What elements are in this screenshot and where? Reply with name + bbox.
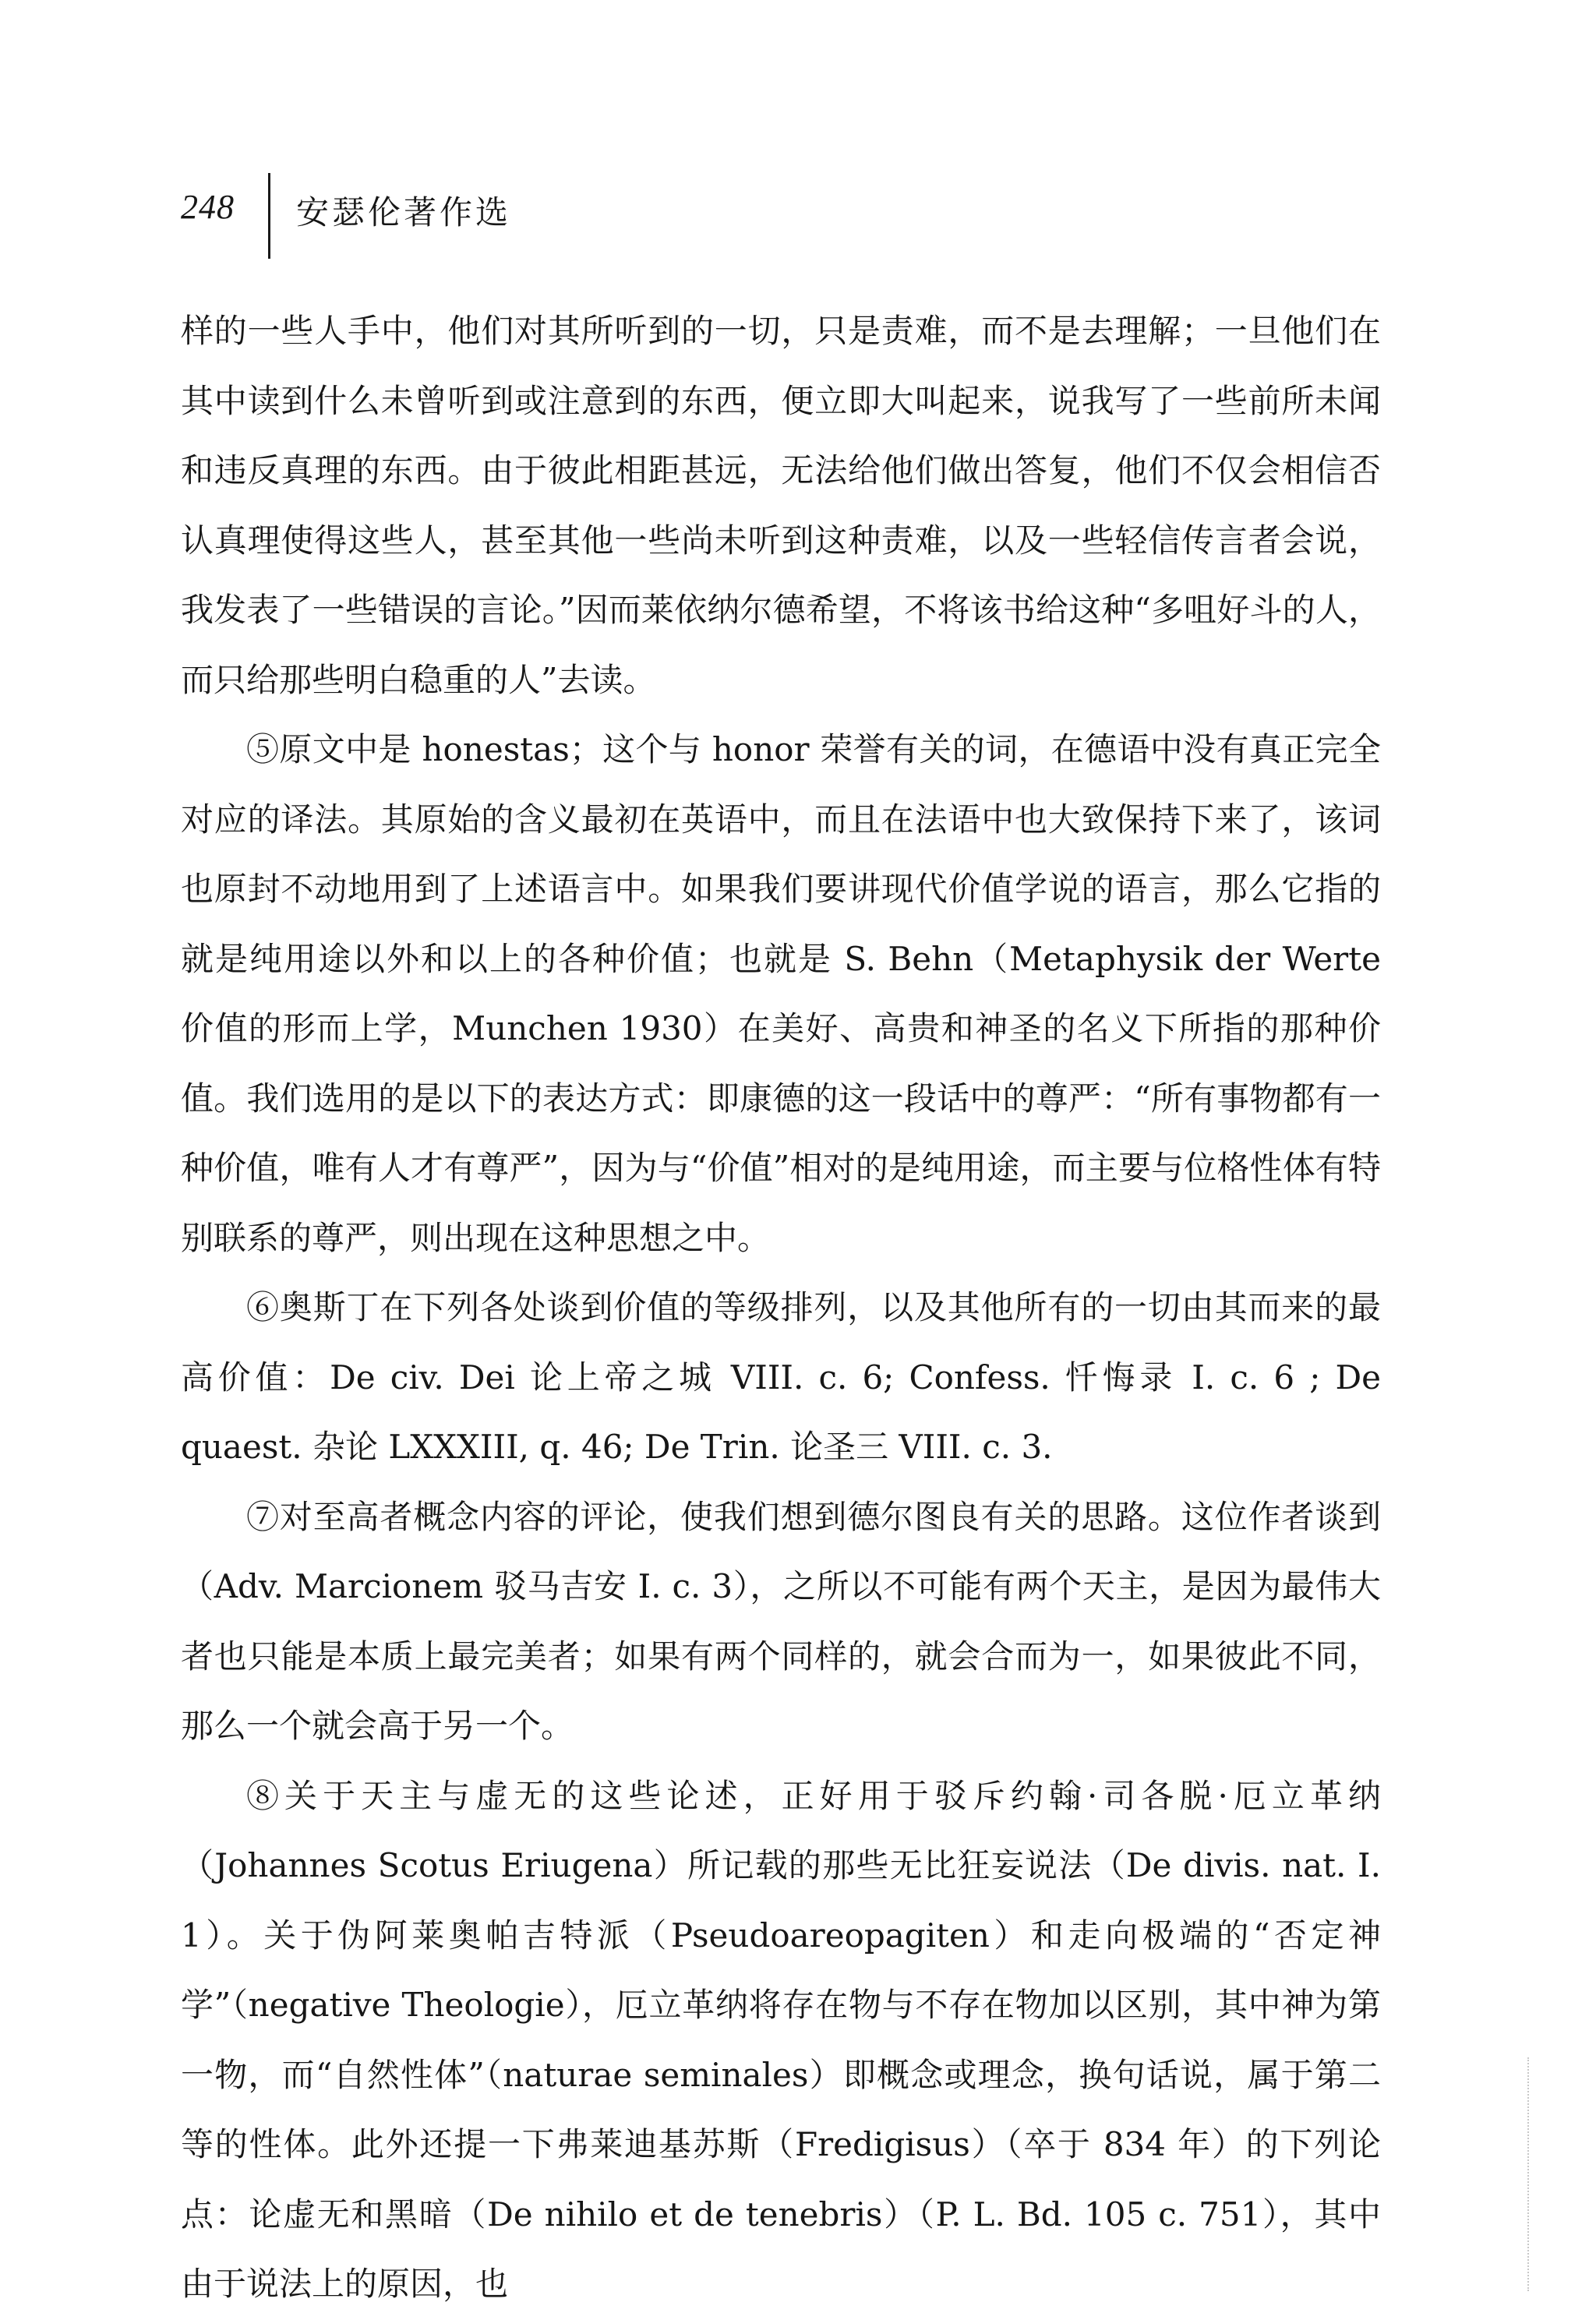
- footnote-6: ⑥奥斯丁在下列各处谈到价值的等级排列，以及其他所有的一切由其而来的最高价值：De civ. Dei 论上帝之城 VIII. c. 6; Confess. 忏悔录 I. c. 6 ; De quaest. 杂论 LXXXIII, q. 46; De Trin. 论圣三 VIII. c. 3.: [181, 1288, 1381, 1466]
- footnote-5: ⑤原文中是 honestas；这个与 honor 荣誉有关的词，在德语中没有真正完全对应的译法。其原始的含义最初在英语中，而且在法语中也大致保持下来了，该词也原封不动地用到了上述语言中。如果我们要讲现代价值学说的语言，那么它指的就是纯用途以外和以上的各种价值；也就是 S. Behn（Metaphysik der Werte 价值的形而上学，Munchen 1930）在美好、高贵和神圣的名义下所指的那种价值。我们选用的是以下的表达方式：即康德的这一段话中的尊严：“所有事物都有一种价值，唯有人才有尊严”，因为与“价值”相对的是纯用途，而主要与位格性体有特别联系的尊严，则出现在这种思想之中。: [181, 730, 1381, 1257]
- paragraph-continued: 样的一些人手中，他们对其所听到的一切，只是责难，而不是去理解；一旦他们在其中读到什么未曾听到或注意到的东西，便立即大叫起来，说我写了一些前所未闻和违反真理的东西。由于彼此相距甚远，无法给他们做出答复，他们不仅会相信否认真理使得这些人，甚至其他一些尚未听到这种责难，以及一些轻信传言者会说，我发表了一些错误的言论。”因而莱依纳尔德希望，不将该书给这种“多咀好斗的人，而只给那些明白稳重的人”去读。: [181, 312, 1381, 699]
- header-divider: [268, 173, 270, 259]
- book-title: 安瑟伦著作选: [296, 193, 512, 231]
- body-text: [181, 296, 1381, 2319]
- page-number: 248: [181, 188, 235, 226]
- scan-margin-artifact: [1527, 2057, 1532, 2291]
- footnote-7: ⑦对至高者概念内容的评论，使我们想到德尔图良有关的思路。这位作者谈到（Adv. Marcionem 驳马吉安 I. c. 3），之所以不可能有两个天主，是因为最伟大者也只能是本质上最完美者；如果有两个同样的，就会合而为一，如果彼此不同，那么一个就会高于另一个。: [181, 1497, 1381, 1745]
- running-header: [181, 173, 882, 259]
- footnote-8: ⑧关于天主与虚无的这些论述，正好用于驳斥约翰·司各脱·厄立革纳（Johannes Scotus Eriugena）所记载的那些无比狂妄说法（De divis. nat. I. 1）。关于伪阿莱奥帕吉特派（Pseudoareopagiten）和走向极端的“否定神学”（negative Theologie），厄立革纳将存在物与不存在物加以区别，其中神为第一物，而“自然性体”（naturae seminales）即概念或理念，换句话说，属于第二等的性体。此外还提一下弗莱迪基苏斯（Fredigisus）（卒于 834 年）的下列论点：论虚无和黑暗（De nihilo et de tenebris）（P. L. Bd. 105 c. 751），其中由于说法上的原因，也: [181, 1776, 1381, 2303]
